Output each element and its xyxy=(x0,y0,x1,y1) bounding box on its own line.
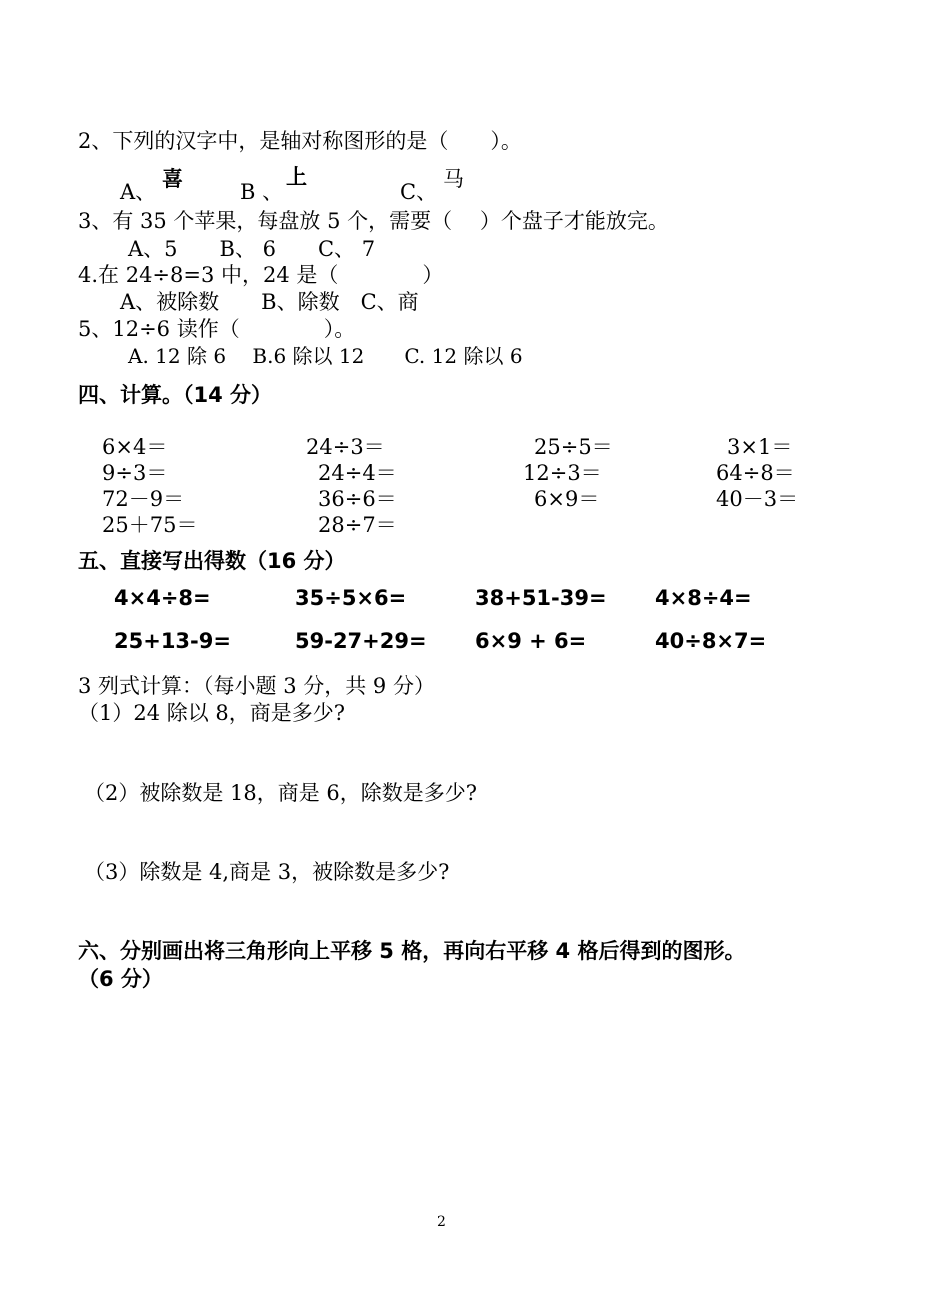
calc-r3c4: 40－3＝ xyxy=(716,487,799,511)
q2-option-c-char: 马 xyxy=(443,167,464,191)
direct-r2c2: 59-27+29= xyxy=(295,629,427,653)
direct-r1c2: 35÷5×6= xyxy=(295,586,407,610)
direct-r2c3: 6×9 + 6= xyxy=(475,629,587,653)
q4-options: A、被除数 B、除数 C、商 xyxy=(120,290,419,314)
calc-r2c3: 12÷3＝ xyxy=(523,461,602,485)
direct-r2c1: 25+13-9= xyxy=(114,629,231,653)
lieshi-item-1: （1）24 除以 8，商是多少? xyxy=(78,701,346,725)
calc-r1c1: 6×4＝ xyxy=(102,435,168,459)
section6-score: （6 分） xyxy=(78,967,163,991)
calc-r2c1: 9÷3＝ xyxy=(102,461,168,485)
q2-option-a-char: 喜 xyxy=(162,167,183,191)
page-number: 2 xyxy=(437,1214,446,1230)
q5-text: 5、12÷6 读作（ ）。 xyxy=(78,317,356,341)
direct-r1c4: 4×8÷4= xyxy=(655,586,752,610)
lieshi-item-2: （2）被除数是 18，商是 6，除数是多少? xyxy=(84,781,478,805)
calc-r1c4: 3×1＝ xyxy=(727,435,793,459)
q2-text: 2、下列的汉字中，是轴对称图形的是（ ）。 xyxy=(78,129,522,153)
section6-title: 六、分别画出将三角形向上平移 5 格，再向右平移 4 格后得到的图形。 xyxy=(78,939,746,963)
calc-r3c1: 72－9＝ xyxy=(102,487,185,511)
q3-text: 3、有 35 个苹果，每盘放 5 个，需要（ ）个盘子才能放完。 xyxy=(78,209,669,233)
q2-option-b-char: 上 xyxy=(286,165,307,189)
calc-r2c4: 64÷8＝ xyxy=(716,461,795,485)
calc-r2c2: 24÷4＝ xyxy=(318,461,397,485)
calc-r1c3: 25÷5＝ xyxy=(534,435,613,459)
lieshi-item-3: （3）除数是 4,商是 3，被除数是多少? xyxy=(84,860,450,884)
calc-r3c2: 36÷6＝ xyxy=(318,487,397,511)
calc-r4c1: 25＋75＝ xyxy=(102,513,198,537)
q5-options: A. 12 除 6 B.6 除以 12 C. 12 除以 6 xyxy=(128,344,523,368)
q2-option-b-label: B 、 xyxy=(240,180,284,204)
lieshi-title: 3 列式计算：（每小题 3 分，共 9 分） xyxy=(78,674,435,698)
q2-option-a-label: A、 xyxy=(120,180,157,204)
direct-r1c1: 4×4÷8= xyxy=(114,586,211,610)
section4-title: 四、计算。（14 分） xyxy=(78,383,273,407)
calc-r1c2: 24÷3＝ xyxy=(306,435,385,459)
q3-options: A、5 B、 6 C、 7 xyxy=(128,237,376,261)
q4-text: 4.在 24÷8=3 中，24 是（ ） xyxy=(78,263,444,287)
calc-r3c3: 6×9＝ xyxy=(534,487,600,511)
q2-option-c-label: C、 xyxy=(400,180,438,204)
direct-r1c3: 38+51-39= xyxy=(475,586,607,610)
calc-r4c2: 28÷7＝ xyxy=(318,513,397,537)
direct-r2c4: 40÷8×7= xyxy=(655,629,767,653)
section5-title: 五、直接写出得数（16 分） xyxy=(78,549,346,573)
